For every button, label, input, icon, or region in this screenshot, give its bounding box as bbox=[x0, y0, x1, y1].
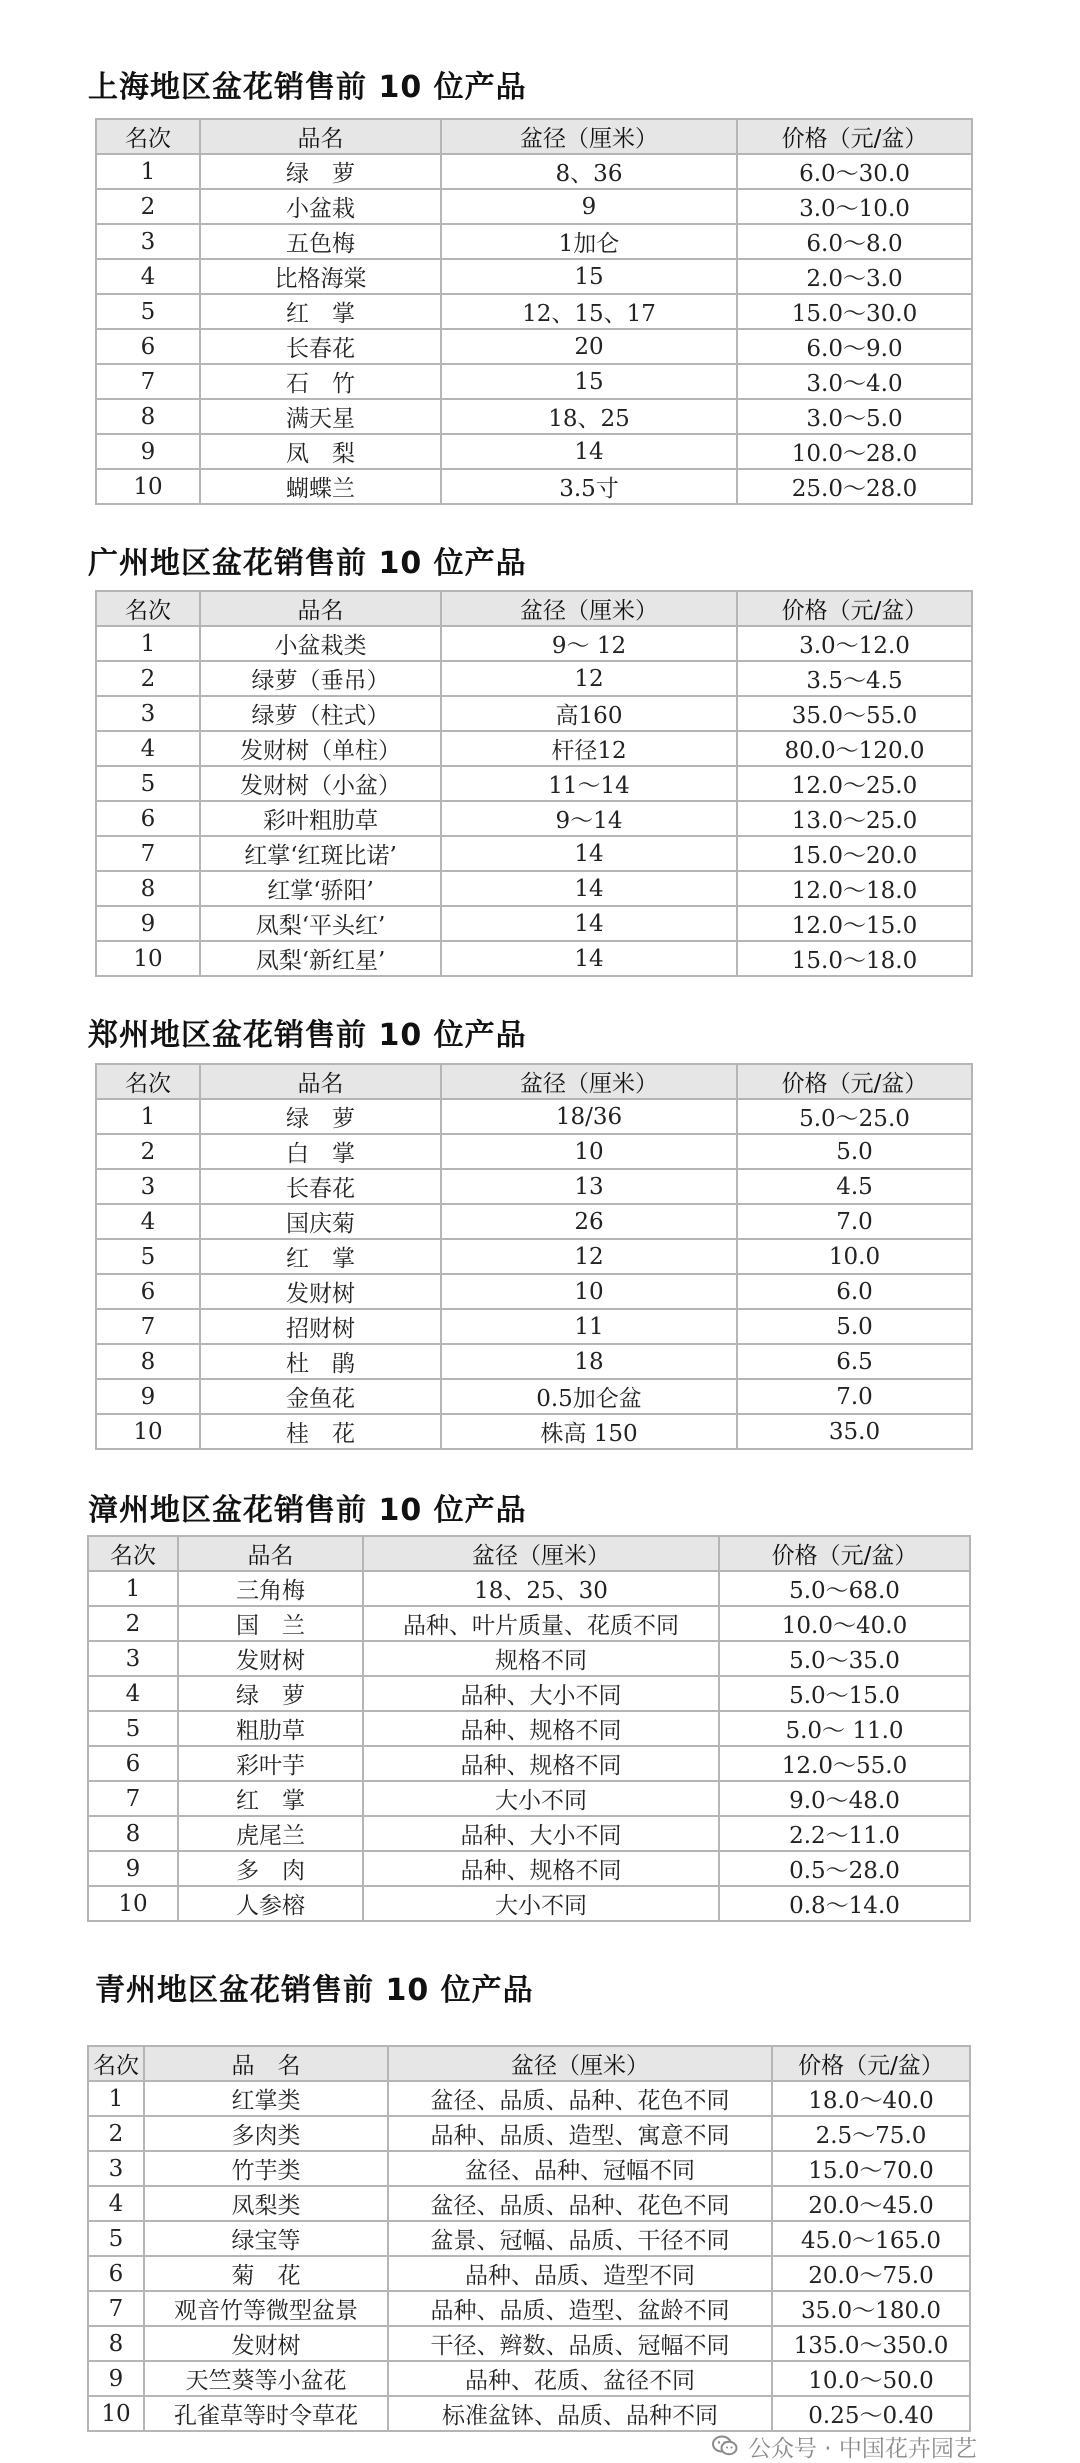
table-row bbox=[96, 626, 972, 661]
pot-size-cell: 品种、规格不同 bbox=[363, 1851, 719, 1886]
product-name-cell: 发财树 bbox=[200, 1274, 441, 1309]
price-cell: 7.0 bbox=[737, 1379, 972, 1414]
rank-cell: 4 bbox=[88, 1676, 178, 1711]
product-name-cell: 桂 花 bbox=[200, 1414, 441, 1449]
price-cell: 5.0～25.0 bbox=[737, 1099, 972, 1134]
product-name-cell: 多 肉 bbox=[178, 1851, 363, 1886]
rank-cell: 6 bbox=[96, 1274, 200, 1309]
pot-size-cell: 株高 150 bbox=[441, 1414, 737, 1449]
table-row bbox=[88, 2151, 970, 2186]
header-rank: 名次 bbox=[96, 119, 200, 154]
product-name-cell: 红 掌 bbox=[200, 1239, 441, 1274]
rank-cell: 7 bbox=[96, 1309, 200, 1344]
product-name-cell: 虎尾兰 bbox=[178, 1816, 363, 1851]
rank-cell: 5 bbox=[96, 766, 200, 801]
pot-size-cell: 20 bbox=[441, 329, 737, 364]
pot-size-cell: 大小不同 bbox=[363, 1781, 719, 1816]
price-cell: 5.0～15.0 bbox=[719, 1676, 970, 1711]
pot-size-cell: 品种、大小不同 bbox=[363, 1676, 719, 1711]
table-row bbox=[96, 1134, 972, 1169]
header-price: 价格（元/盆） bbox=[737, 119, 972, 154]
section-title-zhengzhou: 郑州地区盆花销售前 10 位产品 bbox=[88, 1018, 527, 1053]
header-price: 价格（元/盆） bbox=[737, 591, 972, 626]
price-cell: 35.0 bbox=[737, 1414, 972, 1449]
table-row bbox=[88, 2361, 970, 2396]
table-row bbox=[96, 731, 972, 766]
price-cell: 20.0～75.0 bbox=[772, 2256, 970, 2291]
table-row bbox=[96, 434, 972, 469]
price-cell: 80.0～120.0 bbox=[737, 731, 972, 766]
table-header-row bbox=[88, 2046, 970, 2081]
price-cell: 3.5～4.5 bbox=[737, 661, 972, 696]
table-row bbox=[88, 1641, 970, 1676]
rank-cell: 1 bbox=[88, 2081, 144, 2116]
rank-cell: 5 bbox=[88, 1711, 178, 1746]
price-cell: 5.0～68.0 bbox=[719, 1571, 970, 1606]
price-cell: 35.0～55.0 bbox=[737, 696, 972, 731]
product-name-cell: 石 竹 bbox=[200, 364, 441, 399]
pot-size-cell: 品种、规格不同 bbox=[363, 1711, 719, 1746]
pot-size-cell: 盆景、冠幅、品质、干径不同 bbox=[388, 2221, 772, 2256]
rank-cell: 9 bbox=[96, 434, 200, 469]
pot-size-cell: 11～14 bbox=[441, 766, 737, 801]
pot-size-cell: 11 bbox=[441, 1309, 737, 1344]
price-cell: 6.0～8.0 bbox=[737, 224, 972, 259]
pot-size-cell: 26 bbox=[441, 1204, 737, 1239]
watermark bbox=[712, 2432, 977, 2460]
header-pot-size: 盆径（厘米） bbox=[441, 591, 737, 626]
pot-size-cell: 14 bbox=[441, 906, 737, 941]
section-title-zhangzhou: 漳州地区盆花销售前 10 位产品 bbox=[88, 1493, 527, 1528]
product-name-cell: 发财树（单柱） bbox=[200, 731, 441, 766]
table-row bbox=[88, 1571, 970, 1606]
price-cell: 3.0～10.0 bbox=[737, 189, 972, 224]
table-header-row bbox=[96, 119, 972, 154]
product-name-cell: 国 兰 bbox=[178, 1606, 363, 1641]
price-cell: 0.25～0.40 bbox=[772, 2396, 970, 2431]
rank-cell: 1 bbox=[96, 154, 200, 189]
header-price: 价格（元/盆） bbox=[772, 2046, 970, 2081]
rank-cell: 5 bbox=[96, 294, 200, 329]
pot-size-cell: 盆径、品质、品种、花色不同 bbox=[388, 2186, 772, 2221]
price-cell: 2.5～75.0 bbox=[772, 2116, 970, 2151]
price-cell: 15.0～20.0 bbox=[737, 836, 972, 871]
table-header-row bbox=[96, 1064, 972, 1099]
price-cell: 13.0～25.0 bbox=[737, 801, 972, 836]
table-row bbox=[96, 836, 972, 871]
pot-size-cell: 0.5加仑盆 bbox=[441, 1379, 737, 1414]
rank-cell: 6 bbox=[96, 329, 200, 364]
product-name-cell: 凤梨‘平头红’ bbox=[200, 906, 441, 941]
product-name-cell: 小盆栽类 bbox=[200, 626, 441, 661]
product-name-cell: 满天星 bbox=[200, 399, 441, 434]
rank-cell: 10 bbox=[88, 2396, 144, 2431]
table-row bbox=[96, 1344, 972, 1379]
product-name-cell: 天竺葵等小盆花 bbox=[144, 2361, 388, 2396]
product-name-cell: 多肉类 bbox=[144, 2116, 388, 2151]
pot-size-cell: 品种、品质、造型不同 bbox=[388, 2256, 772, 2291]
pot-size-cell: 8、36 bbox=[441, 154, 737, 189]
pot-size-cell: 品种、花质、盆径不同 bbox=[388, 2361, 772, 2396]
product-name-cell: 杜 鹃 bbox=[200, 1344, 441, 1379]
price-cell: 3.0～12.0 bbox=[737, 626, 972, 661]
product-name-cell: 观音竹等微型盆景 bbox=[144, 2291, 388, 2326]
table-row bbox=[88, 2291, 970, 2326]
pot-size-cell: 盆径、品质、品种、花色不同 bbox=[388, 2081, 772, 2116]
pot-size-cell: 18、25 bbox=[441, 399, 737, 434]
product-name-cell: 白 掌 bbox=[200, 1134, 441, 1169]
product-name-cell: 红掌‘红斑比诺’ bbox=[200, 836, 441, 871]
table-row bbox=[96, 1239, 972, 1274]
pot-size-cell: 规格不同 bbox=[363, 1641, 719, 1676]
price-cell: 15.0～18.0 bbox=[737, 941, 972, 976]
product-name-cell: 绿萝（柱式） bbox=[200, 696, 441, 731]
header-name: 品 名 bbox=[144, 2046, 388, 2081]
header-rank: 名次 bbox=[88, 2046, 144, 2081]
table-row bbox=[96, 906, 972, 941]
table-row bbox=[88, 1816, 970, 1851]
pot-size-cell: 高160 bbox=[441, 696, 737, 731]
product-name-cell: 招财树 bbox=[200, 1309, 441, 1344]
rank-cell: 7 bbox=[96, 836, 200, 871]
header-rank: 名次 bbox=[88, 1536, 178, 1571]
rank-cell: 8 bbox=[96, 399, 200, 434]
table-row bbox=[88, 1851, 970, 1886]
rank-cell: 3 bbox=[96, 224, 200, 259]
table-row bbox=[96, 294, 972, 329]
price-cell: 12.0～18.0 bbox=[737, 871, 972, 906]
product-name-cell: 绿 萝 bbox=[200, 154, 441, 189]
pot-size-cell: 盆径、品种、冠幅不同 bbox=[388, 2151, 772, 2186]
price-cell: 7.0 bbox=[737, 1204, 972, 1239]
table-row bbox=[88, 1711, 970, 1746]
price-cell: 6.0 bbox=[737, 1274, 972, 1309]
pot-size-cell: 9～14 bbox=[441, 801, 737, 836]
product-name-cell: 比格海棠 bbox=[200, 259, 441, 294]
price-cell: 5.0～35.0 bbox=[719, 1641, 970, 1676]
rank-cell: 3 bbox=[88, 2151, 144, 2186]
header-pot-size: 盆径（厘米） bbox=[388, 2046, 772, 2081]
pot-size-cell: 15 bbox=[441, 364, 737, 399]
rank-cell: 9 bbox=[96, 1379, 200, 1414]
table-row bbox=[88, 2256, 970, 2291]
rank-cell: 4 bbox=[96, 731, 200, 766]
rank-cell: 6 bbox=[88, 2256, 144, 2291]
product-name-cell: 国庆菊 bbox=[200, 1204, 441, 1239]
pot-size-cell: 品种、大小不同 bbox=[363, 1816, 719, 1851]
product-name-cell: 发财树 bbox=[178, 1641, 363, 1676]
pot-size-cell: 13 bbox=[441, 1169, 737, 1204]
rank-cell: 1 bbox=[88, 1571, 178, 1606]
rank-cell: 3 bbox=[96, 1169, 200, 1204]
table-row bbox=[88, 2221, 970, 2256]
price-cell: 15.0～70.0 bbox=[772, 2151, 970, 2186]
table-row bbox=[88, 2186, 970, 2221]
price-cell: 6.5 bbox=[737, 1344, 972, 1379]
price-cell: 12.0～15.0 bbox=[737, 906, 972, 941]
header-pot-size: 盆径（厘米） bbox=[441, 1064, 737, 1099]
product-name-cell: 发财树 bbox=[144, 2326, 388, 2361]
price-cell: 18.0～40.0 bbox=[772, 2081, 970, 2116]
product-name-cell: 竹芋类 bbox=[144, 2151, 388, 2186]
section-title-qingzhou: 青州地区盆花销售前 10 位产品 bbox=[95, 1973, 534, 2008]
rank-cell: 10 bbox=[96, 469, 200, 504]
table-header-row bbox=[88, 1536, 970, 1571]
price-cell: 0.8～14.0 bbox=[719, 1886, 970, 1921]
section-title-shanghai: 上海地区盆花销售前 10 位产品 bbox=[88, 70, 527, 105]
price-cell: 4.5 bbox=[737, 1169, 972, 1204]
product-name-cell: 长春花 bbox=[200, 1169, 441, 1204]
pot-size-cell: 3.5寸 bbox=[441, 469, 737, 504]
price-cell: 20.0～45.0 bbox=[772, 2186, 970, 2221]
product-name-cell: 红掌‘骄阳’ bbox=[200, 871, 441, 906]
table-qingzhou bbox=[87, 2045, 971, 2432]
rank-cell: 4 bbox=[96, 1204, 200, 1239]
header-rank: 名次 bbox=[96, 1064, 200, 1099]
header-name: 品名 bbox=[200, 591, 441, 626]
rank-cell: 10 bbox=[96, 1414, 200, 1449]
table-row bbox=[96, 1274, 972, 1309]
header-price: 价格（元/盆） bbox=[737, 1064, 972, 1099]
table-row bbox=[96, 469, 972, 504]
rank-cell: 8 bbox=[88, 2326, 144, 2361]
pot-size-cell: 大小不同 bbox=[363, 1886, 719, 1921]
price-cell: 2.2～11.0 bbox=[719, 1816, 970, 1851]
product-name-cell: 绿宝等 bbox=[144, 2221, 388, 2256]
table-row bbox=[96, 399, 972, 434]
rank-cell: 8 bbox=[96, 1344, 200, 1379]
table-row bbox=[96, 766, 972, 801]
pot-size-cell: 品种、叶片质量、花质不同 bbox=[363, 1606, 719, 1641]
pot-size-cell: 14 bbox=[441, 941, 737, 976]
header-name: 品名 bbox=[200, 119, 441, 154]
product-name-cell: 发财树（小盆） bbox=[200, 766, 441, 801]
table-row bbox=[96, 1379, 972, 1414]
rank-cell: 7 bbox=[88, 1781, 178, 1816]
product-name-cell: 绿萝（垂吊） bbox=[200, 661, 441, 696]
table-row bbox=[96, 224, 972, 259]
product-name-cell: 五色梅 bbox=[200, 224, 441, 259]
price-cell: 10.0 bbox=[737, 1239, 972, 1274]
rank-cell: 7 bbox=[88, 2291, 144, 2326]
table-guangzhou bbox=[95, 590, 973, 977]
header-name: 品名 bbox=[200, 1064, 441, 1099]
product-name-cell: 绿 萝 bbox=[178, 1676, 363, 1711]
rank-cell: 9 bbox=[88, 1851, 178, 1886]
table-zhengzhou bbox=[95, 1063, 973, 1450]
price-cell: 12.0～55.0 bbox=[719, 1746, 970, 1781]
table-row bbox=[96, 329, 972, 364]
rank-cell: 5 bbox=[88, 2221, 144, 2256]
rank-cell: 3 bbox=[96, 696, 200, 731]
pot-size-cell: 18、25、30 bbox=[363, 1571, 719, 1606]
pot-size-cell: 12、15、17 bbox=[441, 294, 737, 329]
table-row bbox=[96, 1309, 972, 1344]
product-name-cell: 孔雀草等时令草花 bbox=[144, 2396, 388, 2431]
pot-size-cell: 9～ 12 bbox=[441, 626, 737, 661]
price-cell: 10.0～28.0 bbox=[737, 434, 972, 469]
table-row bbox=[96, 259, 972, 294]
rank-cell: 5 bbox=[96, 1239, 200, 1274]
table-header-row bbox=[96, 591, 972, 626]
pot-size-cell: 12 bbox=[441, 1239, 737, 1274]
product-name-cell: 三角梅 bbox=[178, 1571, 363, 1606]
table-row bbox=[88, 2326, 970, 2361]
rank-cell: 9 bbox=[96, 906, 200, 941]
product-name-cell: 金鱼花 bbox=[200, 1379, 441, 1414]
product-name-cell: 彩叶芋 bbox=[178, 1746, 363, 1781]
price-cell: 5.0 bbox=[737, 1309, 972, 1344]
product-name-cell: 凤梨类 bbox=[144, 2186, 388, 2221]
price-cell: 12.0～25.0 bbox=[737, 766, 972, 801]
header-rank: 名次 bbox=[96, 591, 200, 626]
product-name-cell: 小盆栽 bbox=[200, 189, 441, 224]
price-cell: 15.0～30.0 bbox=[737, 294, 972, 329]
product-name-cell: 蝴蝶兰 bbox=[200, 469, 441, 504]
table-row bbox=[88, 2396, 970, 2431]
pot-size-cell: 14 bbox=[441, 434, 737, 469]
price-cell: 10.0～40.0 bbox=[719, 1606, 970, 1641]
table-row bbox=[96, 154, 972, 189]
rank-cell: 1 bbox=[96, 626, 200, 661]
rank-cell: 1 bbox=[96, 1099, 200, 1134]
pot-size-cell: 9 bbox=[441, 189, 737, 224]
product-name-cell: 红 掌 bbox=[200, 294, 441, 329]
table-row bbox=[88, 2116, 970, 2151]
table-row bbox=[96, 364, 972, 399]
wechat-icon bbox=[712, 2435, 738, 2457]
rank-cell: 2 bbox=[96, 189, 200, 224]
header-pot-size: 盆径（厘米） bbox=[363, 1536, 719, 1571]
rank-cell: 9 bbox=[88, 2361, 144, 2396]
table-row bbox=[96, 1169, 972, 1204]
table-row bbox=[88, 1746, 970, 1781]
table-row bbox=[96, 871, 972, 906]
watermark-text: 公众号 · 中国花卉园艺 bbox=[748, 2435, 977, 2462]
price-cell: 2.0～3.0 bbox=[737, 259, 972, 294]
price-cell: 25.0～28.0 bbox=[737, 469, 972, 504]
price-cell: 3.0～4.0 bbox=[737, 364, 972, 399]
rank-cell: 2 bbox=[96, 1134, 200, 1169]
header-name: 品名 bbox=[178, 1536, 363, 1571]
rank-cell: 2 bbox=[88, 2116, 144, 2151]
product-name-cell: 长春花 bbox=[200, 329, 441, 364]
rank-cell: 2 bbox=[96, 661, 200, 696]
header-pot-size: 盆径（厘米） bbox=[441, 119, 737, 154]
price-cell: 10.0～50.0 bbox=[772, 2361, 970, 2396]
pot-size-cell: 18 bbox=[441, 1344, 737, 1379]
product-name-cell: 凤梨‘新红星’ bbox=[200, 941, 441, 976]
product-name-cell: 凤 梨 bbox=[200, 434, 441, 469]
pot-size-cell: 杆径12 bbox=[441, 731, 737, 766]
table-row bbox=[88, 1886, 970, 1921]
rank-cell: 6 bbox=[88, 1746, 178, 1781]
table-row bbox=[96, 801, 972, 836]
table-row bbox=[96, 189, 972, 224]
product-name-cell: 彩叶粗肋草 bbox=[200, 801, 441, 836]
rank-cell: 10 bbox=[88, 1886, 178, 1921]
pot-size-cell: 12 bbox=[441, 661, 737, 696]
pot-size-cell: 10 bbox=[441, 1274, 737, 1309]
product-name-cell: 粗肋草 bbox=[178, 1711, 363, 1746]
pot-size-cell: 14 bbox=[441, 836, 737, 871]
rank-cell: 4 bbox=[96, 259, 200, 294]
table-row bbox=[96, 661, 972, 696]
rank-cell: 4 bbox=[88, 2186, 144, 2221]
price-cell: 6.0～30.0 bbox=[737, 154, 972, 189]
table-shanghai bbox=[95, 118, 973, 505]
rank-cell: 10 bbox=[96, 941, 200, 976]
price-cell: 45.0～165.0 bbox=[772, 2221, 970, 2256]
pot-size-cell: 18/36 bbox=[441, 1099, 737, 1134]
price-cell: 5.0～ 11.0 bbox=[719, 1711, 970, 1746]
pot-size-cell: 干径、辫数、品质、冠幅不同 bbox=[388, 2326, 772, 2361]
rank-cell: 6 bbox=[96, 801, 200, 836]
pot-size-cell: 品种、品质、造型、盆龄不同 bbox=[388, 2291, 772, 2326]
header-price: 价格（元/盆） bbox=[719, 1536, 970, 1571]
price-cell: 3.0～5.0 bbox=[737, 399, 972, 434]
pot-size-cell: 品种、规格不同 bbox=[363, 1746, 719, 1781]
rank-cell: 7 bbox=[96, 364, 200, 399]
rank-cell: 3 bbox=[88, 1641, 178, 1676]
table-row bbox=[96, 1414, 972, 1449]
pot-size-cell: 10 bbox=[441, 1134, 737, 1169]
product-name-cell: 红掌类 bbox=[144, 2081, 388, 2116]
table-row bbox=[96, 941, 972, 976]
product-name-cell: 绿 萝 bbox=[200, 1099, 441, 1134]
pot-size-cell: 标准盆钵、品质、品种不同 bbox=[388, 2396, 772, 2431]
price-cell: 5.0 bbox=[737, 1134, 972, 1169]
table-row bbox=[88, 1676, 970, 1711]
table-row bbox=[88, 1781, 970, 1816]
pot-size-cell: 14 bbox=[441, 871, 737, 906]
section-title-guangzhou: 广州地区盆花销售前 10 位产品 bbox=[88, 546, 527, 581]
product-name-cell: 菊 花 bbox=[144, 2256, 388, 2291]
price-cell: 6.0～9.0 bbox=[737, 329, 972, 364]
table-row bbox=[88, 2081, 970, 2116]
price-cell: 0.5～28.0 bbox=[719, 1851, 970, 1886]
product-name-cell: 红 掌 bbox=[178, 1781, 363, 1816]
price-cell: 9.0～48.0 bbox=[719, 1781, 970, 1816]
price-cell: 135.0～350.0 bbox=[772, 2326, 970, 2361]
rank-cell: 8 bbox=[88, 1816, 178, 1851]
table-row bbox=[96, 1204, 972, 1239]
price-cell: 35.0～180.0 bbox=[772, 2291, 970, 2326]
rank-cell: 8 bbox=[96, 871, 200, 906]
product-name-cell: 人参榕 bbox=[178, 1886, 363, 1921]
pot-size-cell: 品种、品质、造型、寓意不同 bbox=[388, 2116, 772, 2151]
table-zhangzhou bbox=[87, 1535, 971, 1922]
rank-cell: 2 bbox=[88, 1606, 178, 1641]
pot-size-cell: 1加仑 bbox=[441, 224, 737, 259]
pot-size-cell: 15 bbox=[441, 259, 737, 294]
table-row bbox=[88, 1606, 970, 1641]
table-row bbox=[96, 1099, 972, 1134]
table-row bbox=[96, 696, 972, 731]
